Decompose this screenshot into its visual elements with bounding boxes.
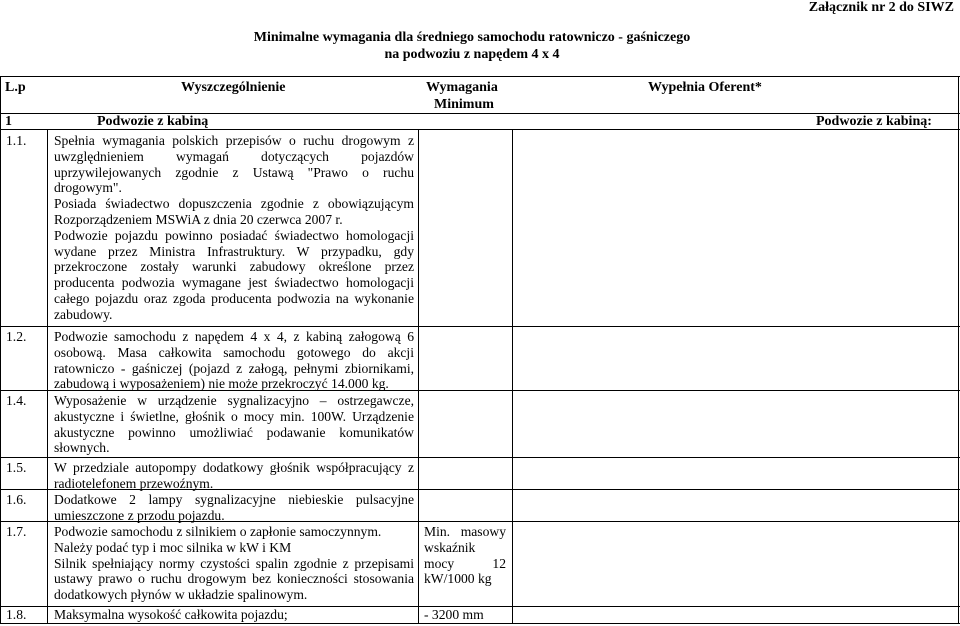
desc-line: producenta podwozia wymagane jest świadectwo homologacji	[54, 275, 414, 291]
desc-line: Wyposażenie w urządzenie sygnalizacyjno – ostrzegawcze,	[54, 393, 414, 408]
min-line: Min. masowy	[424, 524, 506, 539]
desc-line: umieszczone z przodu pojazdu.	[54, 507, 225, 523]
desc-line: Posiada świadectwo dopuszczenia zgodnie z obowiązującym	[54, 196, 414, 212]
row-description	[54, 607, 414, 623]
desc-line: Rozporządzeniem MSWiA z dnia 20 czerwca 2007 r.	[54, 211, 343, 227]
row-minimum	[424, 524, 506, 587]
row-number: 1.6.	[6, 492, 27, 507]
desc-line: Należy podać typ i moc silnika w kW i KM	[54, 539, 292, 555]
table-border-top	[0, 76, 960, 77]
header-offer: Wypełnia Oferent*	[648, 80, 762, 95]
doc-title-line2: na podwoziu z napędem 4 x 4	[384, 47, 560, 62]
doc-title-line1: Minimalne wymagania dla średniego samochodu ratowniczo - gaśniczego	[253, 30, 691, 45]
table-col-divider	[512, 129, 513, 624]
row-description	[54, 329, 414, 392]
row-number: 1.1.	[6, 133, 27, 148]
min-line: mocy 12	[424, 555, 506, 571]
section-offer-label: Podwozie z kabiną:	[816, 114, 932, 129]
desc-line: Spełnia wymagania polskich przepisów o ruchu drogowym z	[54, 133, 414, 148]
row-minimum	[424, 607, 512, 623]
desc-line: słownych.	[54, 440, 110, 456]
desc-line: uprzywilejowanych zgodnie z Ustawą "Prawo o ruchu	[54, 164, 414, 180]
desc-line: Silnik spełniający normy czystości spalin zgodnie z przepisami	[54, 555, 414, 571]
table-border-left	[0, 76, 1, 624]
desc-line: ratowniczo - gaśniczej (pojazd z załogą, pełnymi zbiornikami,	[54, 360, 414, 376]
row-number: 1.5.	[6, 460, 27, 475]
header-minimum-line1: Wymagania	[426, 80, 498, 95]
desc-line: akustyczne powinno umożliwiać podawanie komunikatów	[54, 424, 414, 440]
desc-line: ustawy prawo o ruchu drogowym bez konieczności stosowania	[54, 571, 414, 587]
header-minimum-line2: Minimum	[434, 97, 494, 112]
row-description	[54, 492, 414, 524]
section-number: 1	[5, 114, 12, 129]
desc-line: dodatkowych płynów w układzie spalinowym.	[54, 587, 308, 603]
desc-line: wydane przez Ministra Infrastruktury. W przypadku, gdy	[54, 243, 414, 259]
table-border-right	[958, 76, 959, 624]
row-number: 1.2.	[6, 329, 27, 344]
table-col-divider	[418, 129, 419, 624]
desc-line: W przedziale autopompy dodatkowy głośnik współpracujący z	[54, 460, 414, 475]
table-divider	[0, 326, 960, 327]
row-description	[54, 524, 414, 603]
desc-line: radiotelefonem przewoźnym.	[54, 475, 214, 491]
desc-line: Podwozie samochodu z silnikiem o zapłonie samoczynnym.	[54, 524, 382, 539]
header-lp: L.p	[5, 80, 26, 95]
attachment-label: Załącznik nr 2 do SIWZ	[808, 0, 954, 15]
desc-line: zabudową i wyposażeniem) nie może przekroczyć 14.000 kg.	[54, 376, 389, 392]
min-line: - 3200 mm	[424, 607, 484, 622]
table-divider	[0, 457, 960, 458]
table-col-divider	[47, 129, 48, 624]
desc-line: uwzględnieniem wymagań dotyczących pojazdów	[54, 148, 414, 164]
desc-line: drogowym".	[54, 180, 122, 196]
row-number: 1.8.	[6, 607, 27, 622]
desc-line: Dodatkowe 2 lampy sygnalizacyjne niebieskie pulsacyjne	[54, 492, 414, 507]
min-line: kW/1000 kg	[424, 571, 492, 587]
row-number: 1.7.	[6, 524, 27, 539]
desc-line: Podwozie samochodu z napędem 4 x 4, z kabiną załogową 6	[54, 329, 414, 344]
desc-line: osobową. Masa całkowita samochodu gotowego do akcji	[54, 344, 414, 360]
min-line: wskaźnik	[424, 539, 476, 555]
row-description	[54, 460, 414, 492]
desc-line: przekroczone zostały warunki zabudowy określone przez	[54, 259, 414, 275]
row-description	[54, 393, 414, 456]
desc-line: zabudowy.	[54, 306, 113, 322]
desc-line: Maksymalna wysokość całkowita pojazdu;	[54, 607, 288, 622]
section-title: Podwozie z kabiną	[97, 114, 209, 129]
desc-line: Podwozie pojazdu powinno posiadać świadectwo homologacji	[54, 227, 414, 243]
row-number: 1.4.	[6, 393, 27, 408]
header-description: Wyszczególnienie	[181, 80, 286, 95]
table-border-bottom	[0, 623, 960, 624]
row-description	[54, 133, 414, 323]
desc-line: akustyczne i świetlne, głośnik o mocy min. 100W. Urządzenie	[54, 408, 414, 424]
desc-line: całego pojazdu oraz zgoda producenta podwozia na wykonanie	[54, 290, 414, 306]
